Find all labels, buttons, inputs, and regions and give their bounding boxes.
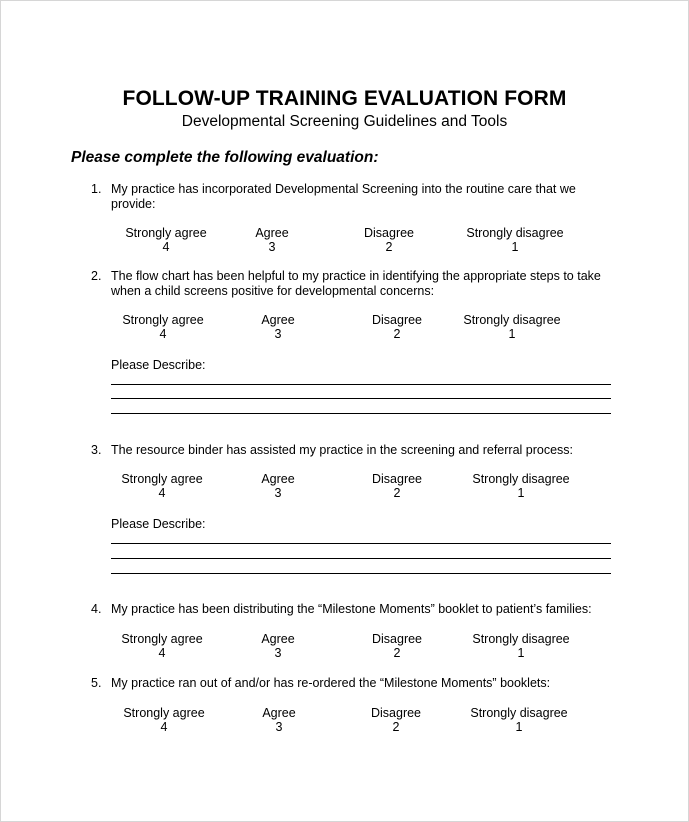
form-title: FOLLOW-UP TRAINING EVALUATION FORM [122,87,567,110]
instruction-heading: Please complete the following evaluation: [71,149,379,166]
q2-describe-line-2[interactable] [111,398,611,399]
q1-option-agree[interactable]: Agree 3 [255,226,289,254]
question-4-text: My practice has been distributing the “Milestone Moments” booklet to patient’s families: [111,602,592,616]
question-2-number: 2. [91,269,102,283]
q3-option-strongly-disagree[interactable]: Strongly disagree 1 [472,472,570,500]
q4-option-agree[interactable]: Agree 3 [261,632,295,660]
q3-option-disagree[interactable]: Disagree 2 [371,472,423,500]
q2-option-disagree[interactable]: Disagree 2 [371,313,423,341]
q5-option-agree[interactable]: Agree 3 [262,706,296,734]
question-3-number: 3. [91,443,102,457]
question-1-text: My practice has incorporated Developmental Screening into the routine care that we provide: [111,182,576,211]
question-4-number: 4. [91,602,102,616]
question-5-number: 5. [91,676,102,690]
q5-option-disagree[interactable]: Disagree 2 [370,706,422,734]
question-5-text: My practice ran out of and/or has re-ordered the “Milestone Moments” booklets: [111,676,551,690]
q3-option-strongly-agree[interactable]: Strongly agree 4 [121,472,203,500]
question-3-text: The resource binder has assisted my practice in the screening and referral process: [111,443,574,457]
question-1-number: 1. [91,182,102,196]
q4-option-disagree[interactable]: Disagree 2 [371,632,423,660]
q2-describe-label: Please Describe: [111,358,206,372]
q3-describe-label: Please Describe: [111,517,206,531]
q3-describe-line-3[interactable] [111,573,611,574]
q2-describe-line-3[interactable] [111,413,611,414]
q2-describe-line-1[interactable] [111,384,611,385]
q3-describe-line-1[interactable] [111,543,611,544]
q3-option-agree[interactable]: Agree 3 [261,472,295,500]
q2-option-strongly-disagree[interactable]: Strongly disagree 1 [463,313,561,341]
q4-option-strongly-disagree[interactable]: Strongly disagree 1 [472,632,570,660]
question-2-text: The flow chart has been helpful to my practice in identifying the appropriate steps to take when a child screens positive for developmental concerns: [111,269,601,298]
form-subtitle: Developmental Screening Guidelines and Tools [181,113,508,130]
q1-option-strongly-agree[interactable]: Strongly agree 4 [125,226,207,254]
q1-option-strongly-disagree[interactable]: Strongly disagree 1 [466,226,564,254]
q1-option-disagree[interactable]: Disagree 2 [363,226,415,254]
q2-option-agree[interactable]: Agree 3 [261,313,295,341]
q3-describe-line-2[interactable] [111,558,611,559]
q5-option-strongly-agree[interactable]: Strongly agree 4 [123,706,205,734]
q2-option-strongly-agree[interactable]: Strongly agree 4 [122,313,204,341]
q4-option-strongly-agree[interactable]: Strongly agree 4 [121,632,203,660]
q5-option-strongly-disagree[interactable]: Strongly disagree 1 [470,706,568,734]
